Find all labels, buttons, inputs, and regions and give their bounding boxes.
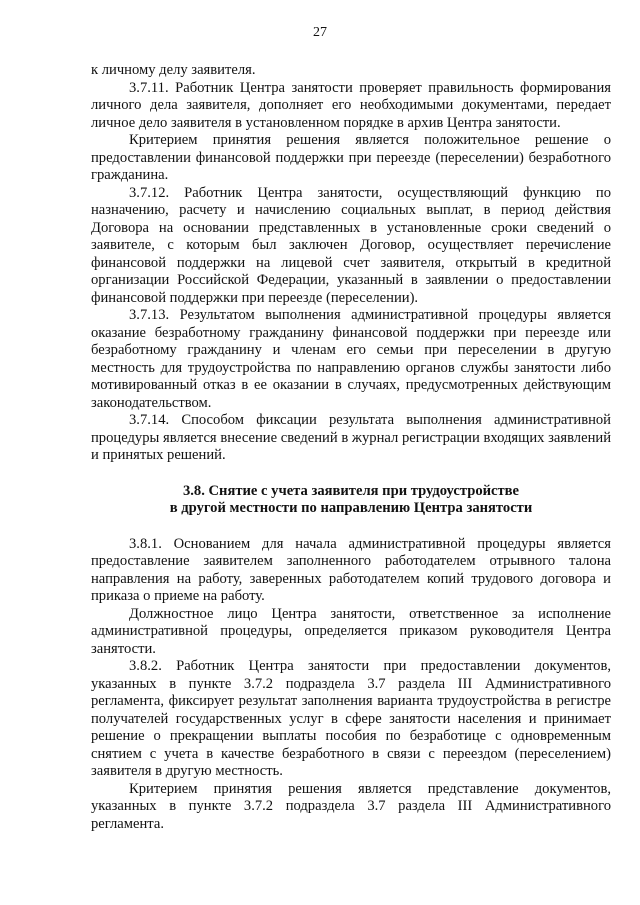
- page-number: 27: [313, 25, 327, 40]
- paragraph-3-7-14: 3.7.14. Способом фиксации результата выполнения административной процедуры является внесение сведений в журнал регистрации входящих заявлений и принятых решений.: [91, 412, 611, 463]
- paragraph-criterion-3-8: Критерием принятия решения является представление документов, указанных в пункте 3.7.2 подраздела 3.7 раздела III Административного регламента.: [91, 780, 611, 832]
- paragraph-responsible-official: Должностное лицо Центра занятости, ответственное за исполнение административной процедуры, определяется приказом руководителя Центра занятости.: [91, 605, 611, 657]
- paragraph-3-8-1: 3.8.1. Основанием для начала административной процедуры является предоставление заявителем заполненного работодателем отрывного талона направления на работу, заверенных работодателем копий трудового договора и приказа о приеме на работу.: [91, 535, 611, 604]
- paragraph-3-7-12: 3.7.12. Работник Центра занятости, осуществляющий функцию по назначению, расчету и начислению социальных выплат, в период действия Договора на основании представленных в установленные сроки сведений о заявителе, с которым был заключен Договор, осуществляет перечисление финансовой поддержки на лицевой счет заявителя, открытый в кредитной организации Российской Федерации, указанный в заявлении о предоставлении финансовой поддержки при переезде (переселении).: [91, 184, 611, 306]
- paragraph-continuation: к личному делу заявителя.: [91, 62, 256, 78]
- paragraph-3-8-2: 3.8.2. Работник Центра занятости при предоставлении документов, указанных в пункте 3.7.2 подраздела 3.7 раздела III Административного регламента, фиксирует результат заполнения варианта трудоустройства в регистре получателей государственных услуг в сфере занятости населения и принимает решение о прекращении выплаты пособия по безработице с одновременным снятием с учета в качестве безработного в связи с переездом (переселением) заявителя в другую местность.: [91, 658, 611, 779]
- paragraph-criterion-3-7: Критерием принятия решения является положительное решение о предоставлении финансовой поддержки при переезде (переселении) безработного гражданина.: [91, 132, 611, 183]
- section-heading-line-1: 3.8. Снятие с учета заявителя при трудоустройстве: [182, 482, 520, 499]
- paragraph-3-7-13: 3.7.13. Результатом выполнения административной процедуры является оказание безработному гражданину финансовой поддержки при переезде или безработному гражданину и членам его семьи при переселении в другую местность для трудоустройства по направлению органов службы занятости либо мотивированный отказ в ее оказании в случаях, предусмотренных действующим законодательством.: [91, 307, 611, 411]
- document-body: [91, 62, 611, 833]
- section-heading-line-2: в другой местности по направлению Центра занятости: [169, 500, 533, 516]
- paragraph-3-7-11: 3.7.11. Работник Центра занятости проверяет правильность формирования личного дела заявителя, дополняет его необходимыми документами, передает личное дело заявителя в установленном порядке в архив Центра занятости.: [91, 79, 611, 131]
- section-heading-3-8: [91, 483, 611, 518]
